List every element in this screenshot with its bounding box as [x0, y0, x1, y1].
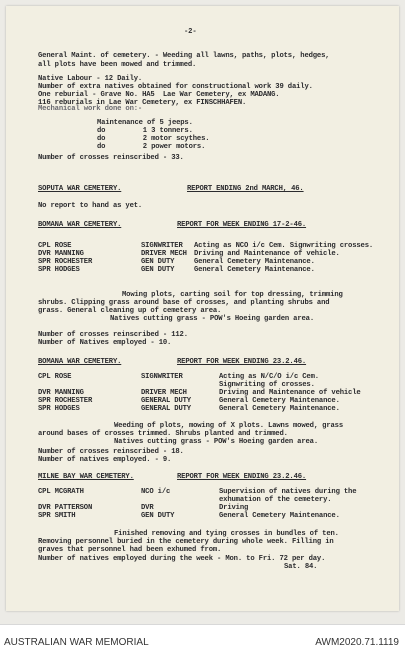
- text-line: all plots have been mowed and trimmed.: [38, 61, 197, 69]
- report-heading: REPORT FOR WEEK ENDING 23.2.46.: [177, 473, 307, 481]
- text-line: Mechanical work done on:-: [38, 105, 143, 113]
- text-line: No report to hand as yet.: [38, 202, 143, 210]
- text-line: Number of Natives employed - 10.: [38, 339, 172, 347]
- staff-name: SPR HODGES: [38, 266, 80, 274]
- text-line: Number of crosses reinscribed - 18.: [38, 448, 184, 456]
- text-line: around bases of crosses trimmed. Shrubs planted and trimmed.: [38, 430, 288, 438]
- staff-name: CPL ROSE: [38, 242, 72, 250]
- source-label: AUSTRALIAN WAR MEMORIAL: [4, 637, 149, 648]
- text-line: do 1 3 tonners.: [97, 127, 193, 135]
- text-line: Maintenance of 5 jeeps.: [97, 119, 193, 127]
- text-line: General Maint. of cemetery. - Weeding all lawns, paths, plots, hedges,: [38, 52, 330, 60]
- staff-name: SPR SMITH: [38, 512, 76, 520]
- text-line: Native Labour - 12 Daily.: [38, 75, 143, 83]
- page-number: -2-: [184, 28, 197, 36]
- staff-duty: Signwriting of crosses.: [219, 381, 315, 389]
- staff-name: SPR ROCHESTER: [38, 258, 93, 266]
- staff-role: GEN DUTY: [141, 258, 175, 266]
- text-line: Finished removing and tying crosses in bundles of ten.: [114, 530, 339, 538]
- text-line: 116 reburials in Lae War Cemetery, ex FINSCHHAFEN.: [38, 99, 247, 107]
- text-line: do 2 power motors.: [97, 143, 206, 151]
- staff-role: SIGNWRITER: [141, 242, 183, 250]
- staff-duty: General Cemetery Maintenance.: [219, 397, 340, 405]
- staff-duty: exhumation of the cemetery.: [219, 496, 332, 504]
- text-line: do 2 motor scythes.: [97, 135, 210, 143]
- staff-role: GEN DUTY: [141, 512, 175, 520]
- text-line: shrubs. Clipping grass around base of crosses, and planting shrubs and: [38, 299, 330, 307]
- report-heading: REPORT FOR WEEK ENDING 17-2-46.: [177, 221, 307, 229]
- staff-duty: General Cemetery Maintenance.: [219, 512, 340, 520]
- section-heading: SOPUTA WAR CEMETERY.: [38, 185, 122, 193]
- staff-name: SPR ROCHESTER: [38, 397, 93, 405]
- staff-name: CPL MCGRATH: [38, 488, 84, 496]
- section-heading: BOMANA WAR CEMETERY.: [38, 358, 122, 366]
- staff-role: DRIVER MECH: [141, 389, 187, 397]
- text-line: Natives cutting grass - POW's Hoeing garden area.: [110, 315, 314, 323]
- staff-role: DRIVER MECH: [141, 250, 187, 258]
- staff-duty: Driving: [219, 504, 249, 512]
- staff-duty: Driving and Maintenance of vehicle: [219, 389, 361, 397]
- report-heading: REPORT FOR WEEK ENDING 23.2.46.: [177, 358, 307, 366]
- section-heading: MILNE BAY WAR CEMETERY.: [38, 473, 134, 481]
- text-line: Weeding of plots, mowing of X plots. Lawns mowed, grass: [114, 422, 343, 430]
- staff-name: CPL ROSE: [38, 373, 72, 381]
- text-line: Removing personnel buried in the cemetery during whole week. Filling in: [38, 538, 334, 546]
- text-line: One reburial - Grave No. HA5 Lae War Cemetery, ex MADANG.: [38, 91, 280, 99]
- staff-duty: General Cemetery Maintenance.: [194, 258, 315, 266]
- text-line: Number of crosses reinscribed - 112.: [38, 331, 188, 339]
- text-line: Natives cutting grass - POW's Hoeing garden area.: [114, 438, 318, 446]
- staff-name: DVR PATTERSON: [38, 504, 93, 512]
- staff-role: SIGNWRITER: [141, 373, 183, 381]
- staff-duty: Acting as N/C/O i/c Cem.: [219, 373, 319, 381]
- text-line: Number of extra natives obtained for constructional work 39 daily.: [38, 83, 313, 91]
- report-heading: REPORT ENDING 2nd MARCH, 46.: [187, 185, 304, 193]
- staff-name: DVR MANNING: [38, 250, 84, 258]
- text-line: Number of natives employed during the week - Mon. to Fri. 72 per day.: [38, 555, 326, 563]
- staff-role: NCO i/c: [141, 488, 171, 496]
- staff-duty: General Cemetery Maintenance.: [194, 266, 315, 274]
- staff-name: SPR HODGES: [38, 405, 80, 413]
- text-line: grass. General cleaning up of cemetery area.: [38, 307, 222, 315]
- staff-role: GEN DUTY: [141, 266, 175, 274]
- staff-role: GENERAL DUTY: [141, 397, 191, 405]
- text-line: graves that personnel had been exhumed from.: [38, 546, 222, 554]
- staff-role: GENERAL DUTY: [141, 405, 191, 413]
- footer-bar: [0, 624, 405, 654]
- staff-duty: Driving and Maintenance of vehicle.: [194, 250, 340, 258]
- text-line: Sat. 84.: [284, 563, 318, 571]
- document-page: [6, 6, 399, 611]
- section-heading: BOMANA WAR CEMETERY.: [38, 221, 122, 229]
- staff-role: DVR: [141, 504, 154, 512]
- staff-duty: Supervision of natives during the: [219, 488, 357, 496]
- reference-number: AWM2020.71.1119: [315, 637, 399, 648]
- text-line: Number of crosses reinscribed - 33.: [38, 154, 184, 162]
- text-line: Mowing plots, carting soil for top dressing, trimming: [122, 291, 343, 299]
- text-line: Number of natives employed. - 9.: [38, 456, 172, 464]
- staff-duty: Acting as NCO i/c Cem. Signwriting crosses.: [194, 242, 374, 250]
- staff-name: DVR MANNING: [38, 389, 84, 397]
- staff-duty: General Cemetery Maintenance.: [219, 405, 340, 413]
